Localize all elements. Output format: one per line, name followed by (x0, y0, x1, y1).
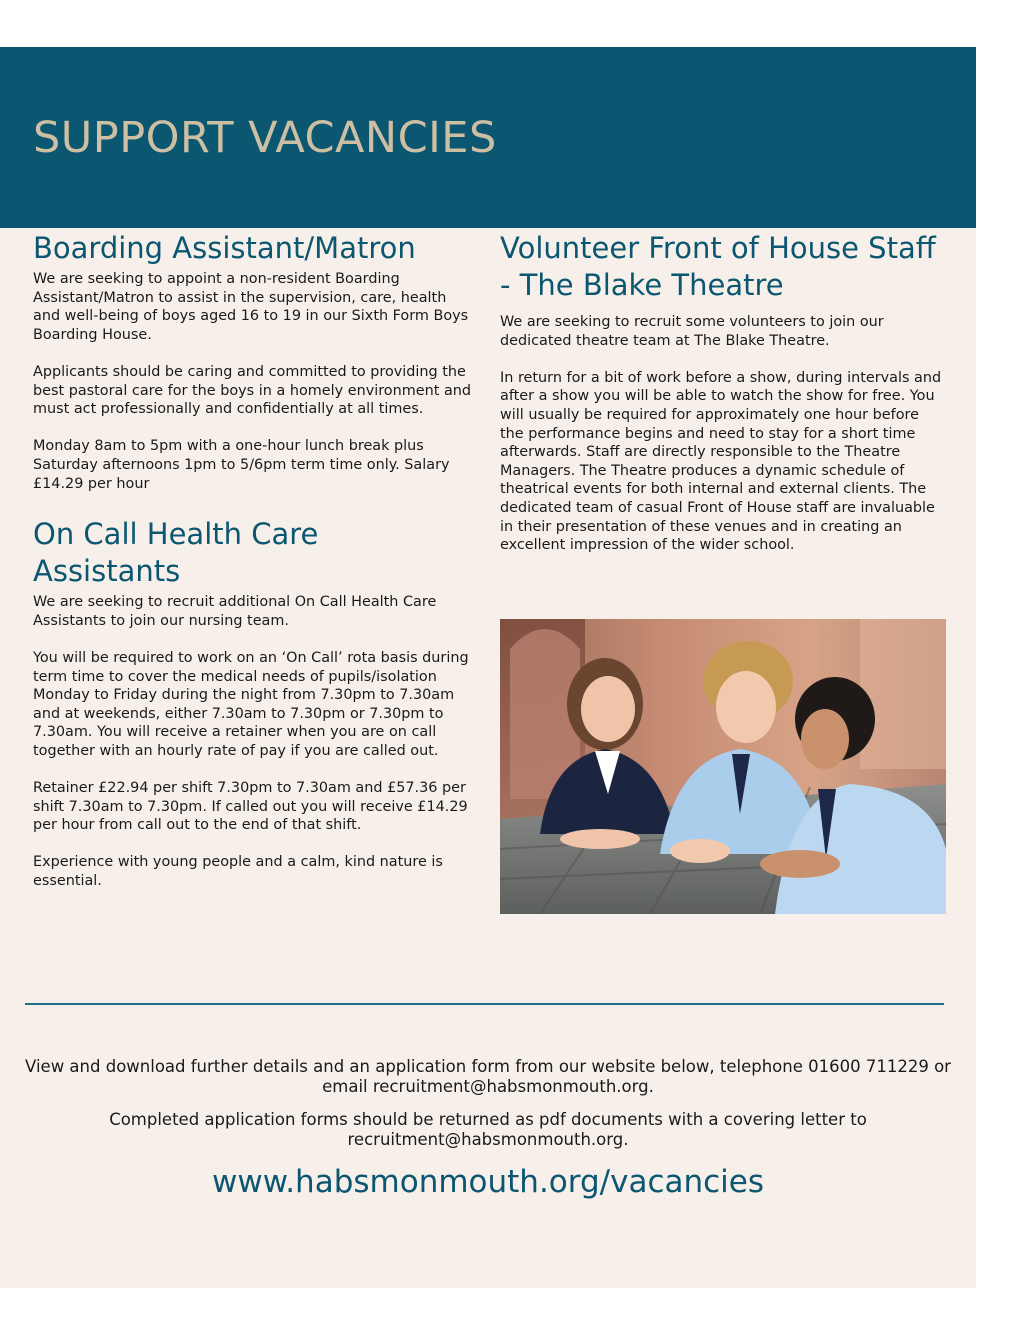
oncall-paragraph-1: We are seeking to recruit additional On Call Health Care Assistants to join our nursing team. (33, 594, 437, 629)
section-divider (25, 1003, 944, 1005)
right-column (500, 230, 945, 555)
oncall-heading: On Call Health Care Assistants (33, 517, 319, 589)
footer-details (0, 1057, 976, 1097)
volunteer-paragraph-1: We are seeking to recruit some volunteers to join our dedicated theatre team at The Blake Theatre. (500, 314, 884, 349)
page-title: SUPPORT VACANCIES (33, 113, 497, 163)
left-column (33, 230, 473, 891)
boarding-paragraph-2: Applicants should be caring and committed to providing the best pastoral care for the boys in a homely environment and must act professionally and confidentially at all times. (33, 363, 472, 418)
volunteer-heading: Volunteer Front of House Staff - The Blake Theatre (500, 231, 936, 302)
oncall-paragraph-3: Retainer £22.94 per shift 7.30pm to 7.30am and £57.36 per shift 7.30am to 7.30pm. If called out you will receive £14.29 per hour from call out to the end of that shift. (33, 780, 468, 834)
volunteer-paragraph-2: In return for a bit of work before a show, during intervals and after a show you will be able to watch the show for free. You will usually be required for approximately one hour before the performance begins and need to stay for a short time afterwards. Staff are directly responsible to the Theatre Managers. The Theatre produces a dynamic schedule of theatrical events for both internal and external clients. The dedicated team of casual Front of House staff are invaluable in their presentation of these venues and in creating an excellent impression of the wider school. (500, 369, 942, 554)
boarding-paragraph-3: Monday 8am to 5pm with a one-hour lunch break plus Saturday afternoons 1pm to 5/6pm term time only. Salary £14.29 per hour (33, 438, 450, 492)
footer-return-text: Completed application forms should be returned as pdf documents with a covering letter to recruitment@habsmonmouth.org. (109, 1110, 867, 1149)
header-banner (0, 47, 976, 228)
students-photo (500, 619, 946, 914)
boarding-paragraph-1: We are seeking to appoint a non-resident Boarding Assistant/Matron to assist in the supervision, care, health and well-being of boys aged 16 to 19 in our Sixth Form Boys Boarding House. (33, 271, 469, 343)
footer-contact-text: View and download further details and an application form from our website below, telephone 01600 711229 or email recruitment@habsmonmouth.org. (25, 1057, 951, 1096)
footer-return (0, 1110, 976, 1150)
oncall-paragraph-2: You will be required to work on an ‘On Call’ rota basis during term time to cover the medical needs of pupils/isolation Monday to Friday during the night from 7.30pm to 7.30am and at weekends, either 7.30am to 7.30pm or 7.30pm to 7.30am. You will receive a retainer when you are on call together with an hourly rate of pay if you are called out. (33, 649, 469, 759)
boarding-heading: Boarding Assistant/Matron (33, 231, 416, 265)
oncall-paragraph-4: Experience with young people and a calm, kind nature is essential. (33, 854, 443, 890)
website-link[interactable]: www.habsmonmouth.org/vacancies (211, 1164, 765, 1200)
